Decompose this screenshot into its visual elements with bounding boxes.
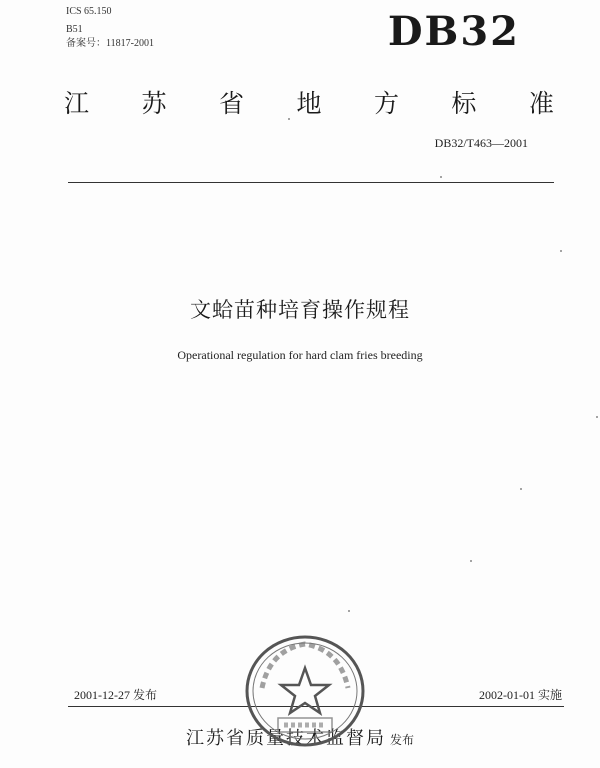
standard-type-heading [64,84,554,120]
title-chinese: 文蛤苗种培育操作规程 [190,298,410,322]
standard-type-char: 苏 [141,89,167,118]
standard-type-char: 标 [451,89,477,118]
standard-code: DB32/T463—2001 [434,136,528,150]
standard-type-char: 江 [64,89,90,118]
standard-type-char: 地 [296,89,322,118]
official-seal-icon [240,630,370,752]
scan-speck [348,610,350,612]
scan-speck [288,118,290,120]
standard-type-char: 方 [373,89,399,118]
record-number: 备案号：11817-2001 [66,38,154,49]
issuer-suffix: 发布 [389,733,414,747]
issue-date: 2001-12-27 发布 [74,688,157,702]
issuer-name: 江苏省质量技术监督局 [185,728,386,749]
scan-speck [520,488,522,490]
scan-speck [560,250,562,252]
classification-code: B51 [66,24,83,35]
implementation-date: 2002-01-01 实施 [479,688,562,702]
standard-type-char: 准 [528,89,554,118]
title-english: Operational regulation for hard clam fries breeding [177,348,423,362]
db-logo: DB32 [387,8,520,55]
ics-code: ICS 65.150 [66,6,112,17]
scan-speck [470,560,472,562]
header-divider [68,182,554,183]
scan-speck [440,176,442,178]
standard-type-char: 省 [218,89,244,118]
scan-speck [596,416,598,418]
